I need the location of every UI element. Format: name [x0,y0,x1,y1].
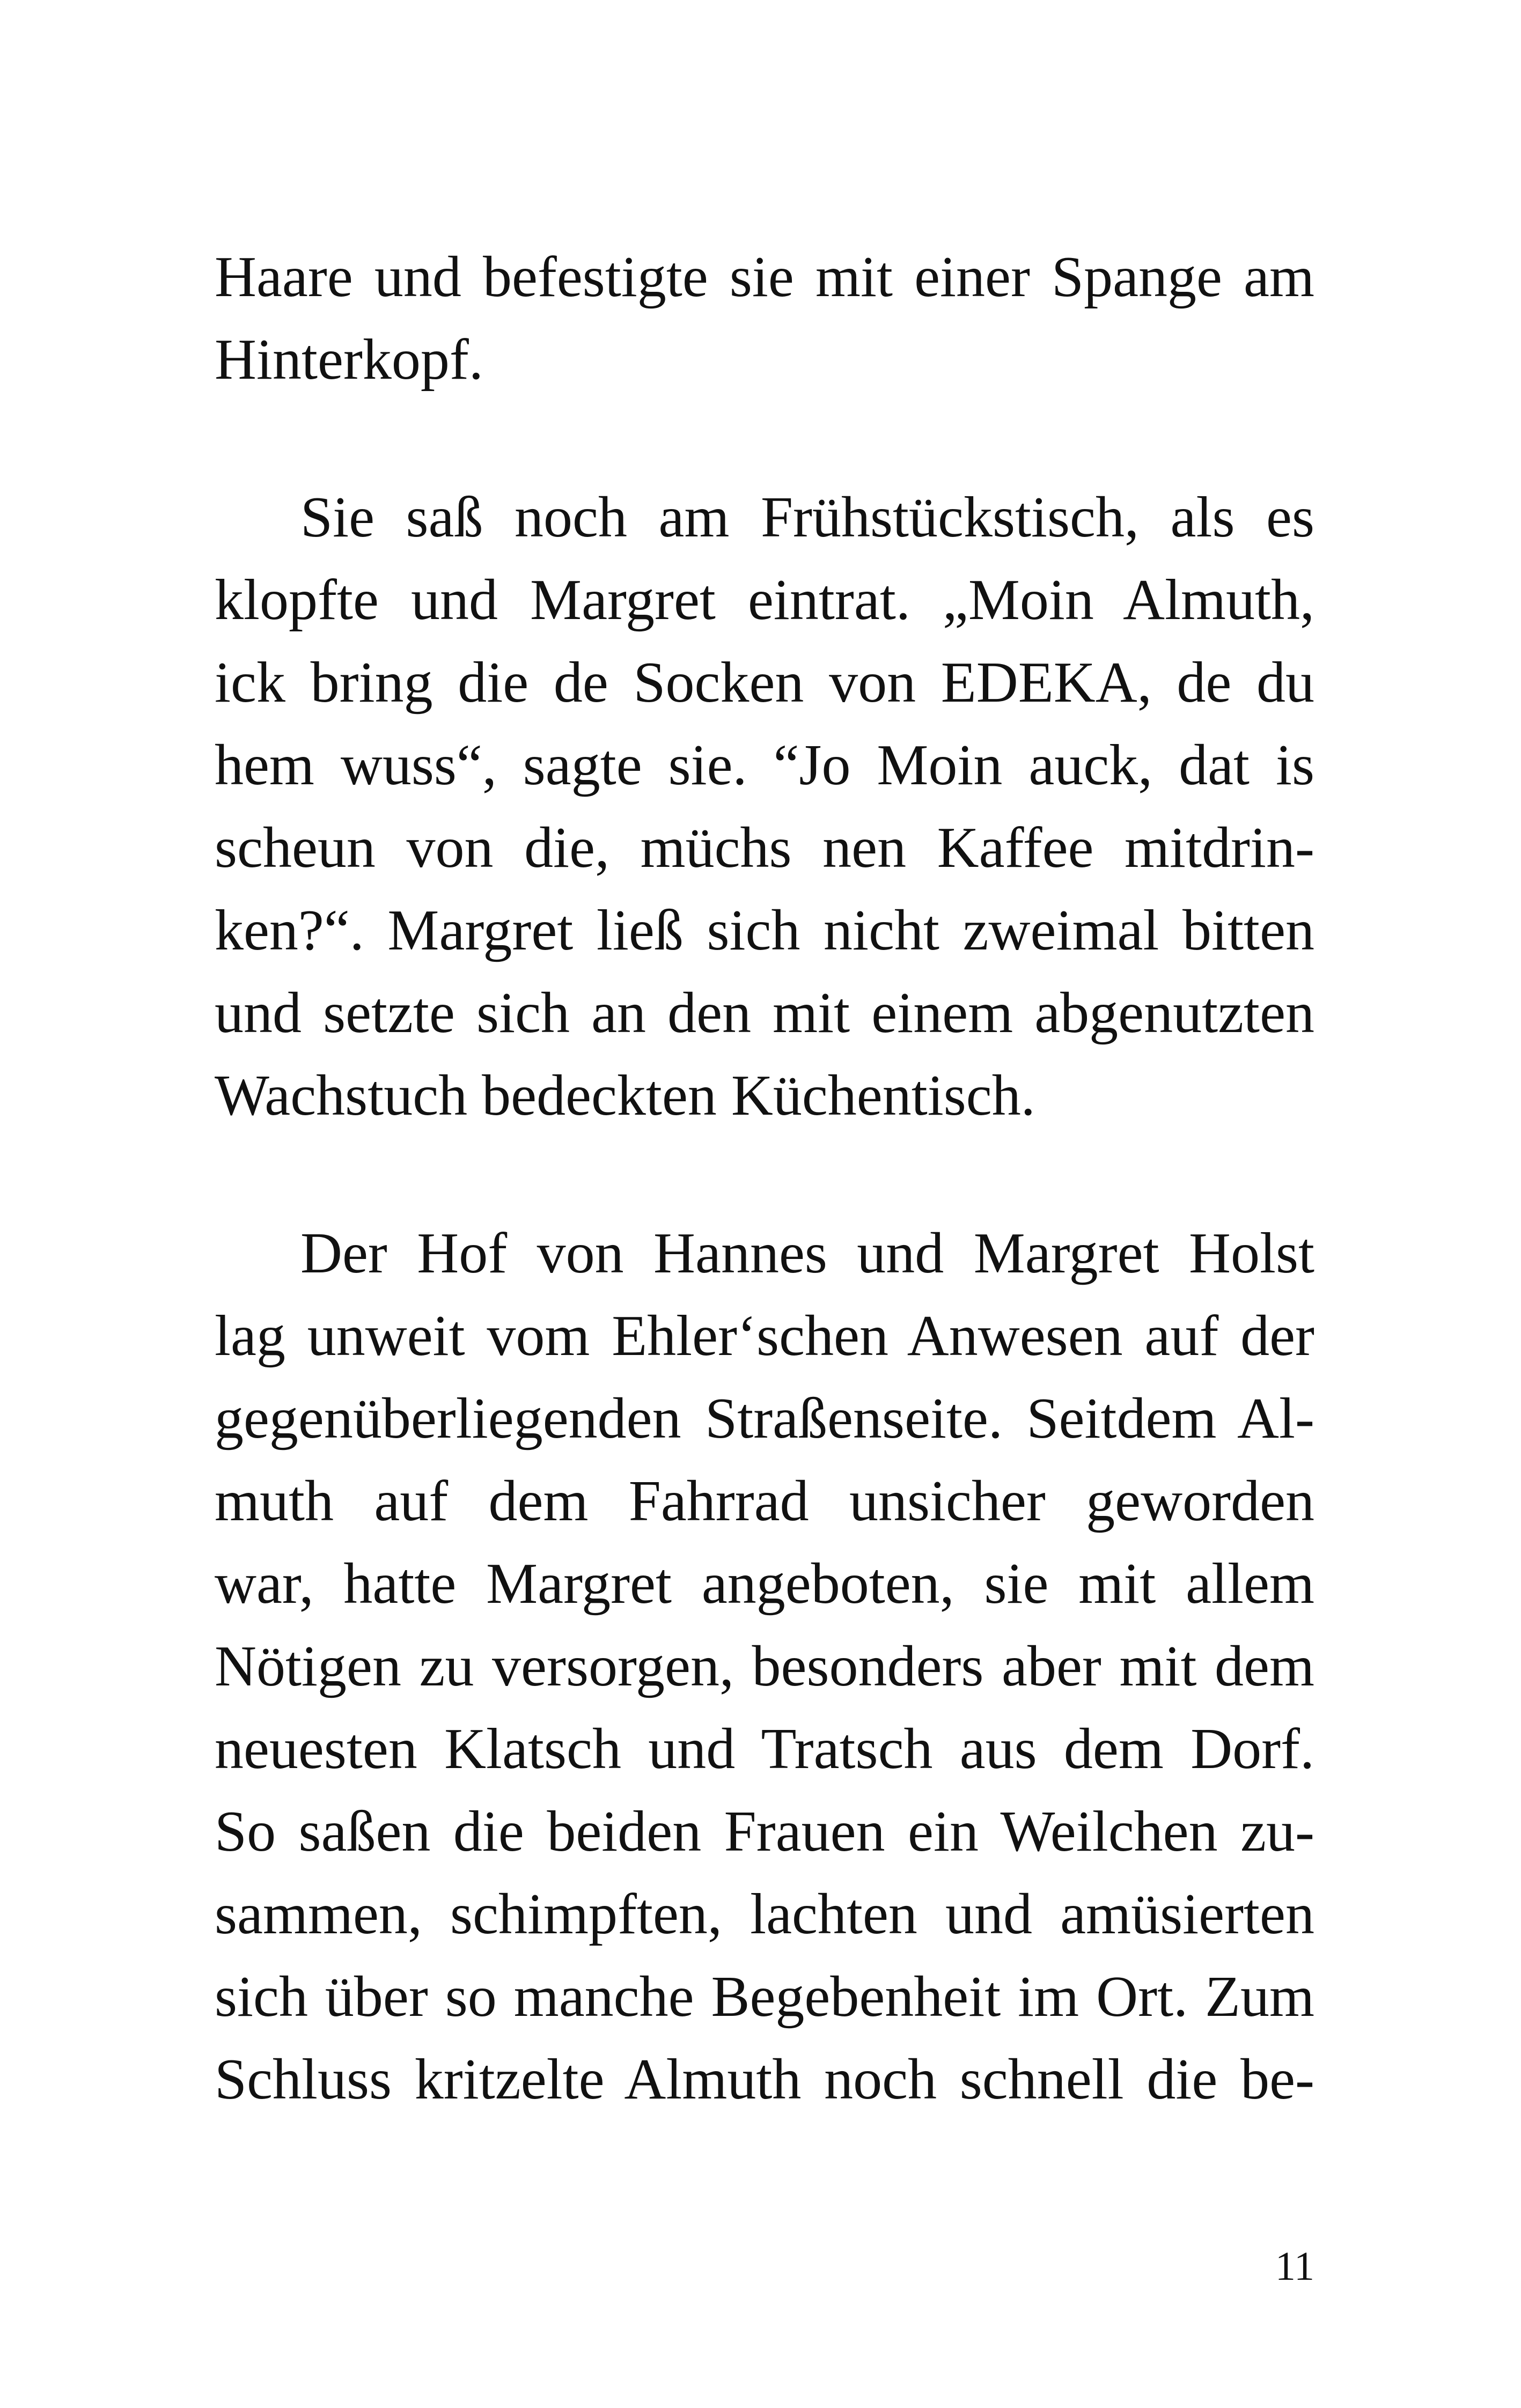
text-line: sammen, schimpften, lachten und amüsierten [215,1882,1314,1946]
text-line: hem wuss“, sagte sie. “Jo Moin auck, dat is [215,733,1314,797]
text-line: Sie saß noch am Frühstückstisch, als es [300,485,1314,549]
paragraph [215,236,1314,401]
text-line: scheun von die, müchs nen Kaffee mitdrin- [215,816,1314,880]
text-line: Haare und befestigte sie mit einer Spange am [215,245,1314,309]
text-line: Nötigen zu versorgen, besonders aber mit dem [215,1634,1314,1698]
text-line: So saßen die beiden Frauen ein Weilchen zu- [215,1800,1314,1864]
text-line: ick bring die de Socken von EDEKA, de du [215,651,1314,715]
text-line: klopfte und Margret eintrat. „Moin Almuth, [215,568,1314,632]
text-line: und setzte sich an den mit einem abgenutzten [215,981,1314,1045]
text-line: muth auf dem Fahrrad unsicher geworden [215,1469,1314,1533]
text-line: Schluss kritzelte Almuth noch schnell die be- [215,2048,1314,2111]
text-line: war, hatte Margret angeboten, sie mit allem [215,1552,1314,1616]
body-text [215,236,1314,2121]
paragraph-spacer [215,1137,1314,1212]
text-line: Wachstuch bedeckten Küchentisch. [215,1064,1035,1128]
text-line: gegenüberliegenden Straßenseite. Seitdem Al- [215,1387,1314,1450]
text-line: ken?“. Margret ließ sich nicht zweimal bitten [215,899,1314,962]
page-number: 11 [1275,2244,1314,2289]
text-line: neuesten Klatsch und Tratsch aus dem Dorf. [215,1717,1314,1781]
text-line: Hinterkopf. [215,328,483,392]
text-line: sich über so manche Begebenheit im Ort. Zum [215,1965,1314,2029]
paragraph-spacer [215,401,1314,476]
paragraph [215,476,1314,1137]
text-line: lag unweit vom Ehler‘schen Anwesen auf der [215,1304,1314,1368]
text-line: Der Hof von Hannes und Margret Holst [300,1221,1314,1285]
paragraph [215,1212,1314,2121]
